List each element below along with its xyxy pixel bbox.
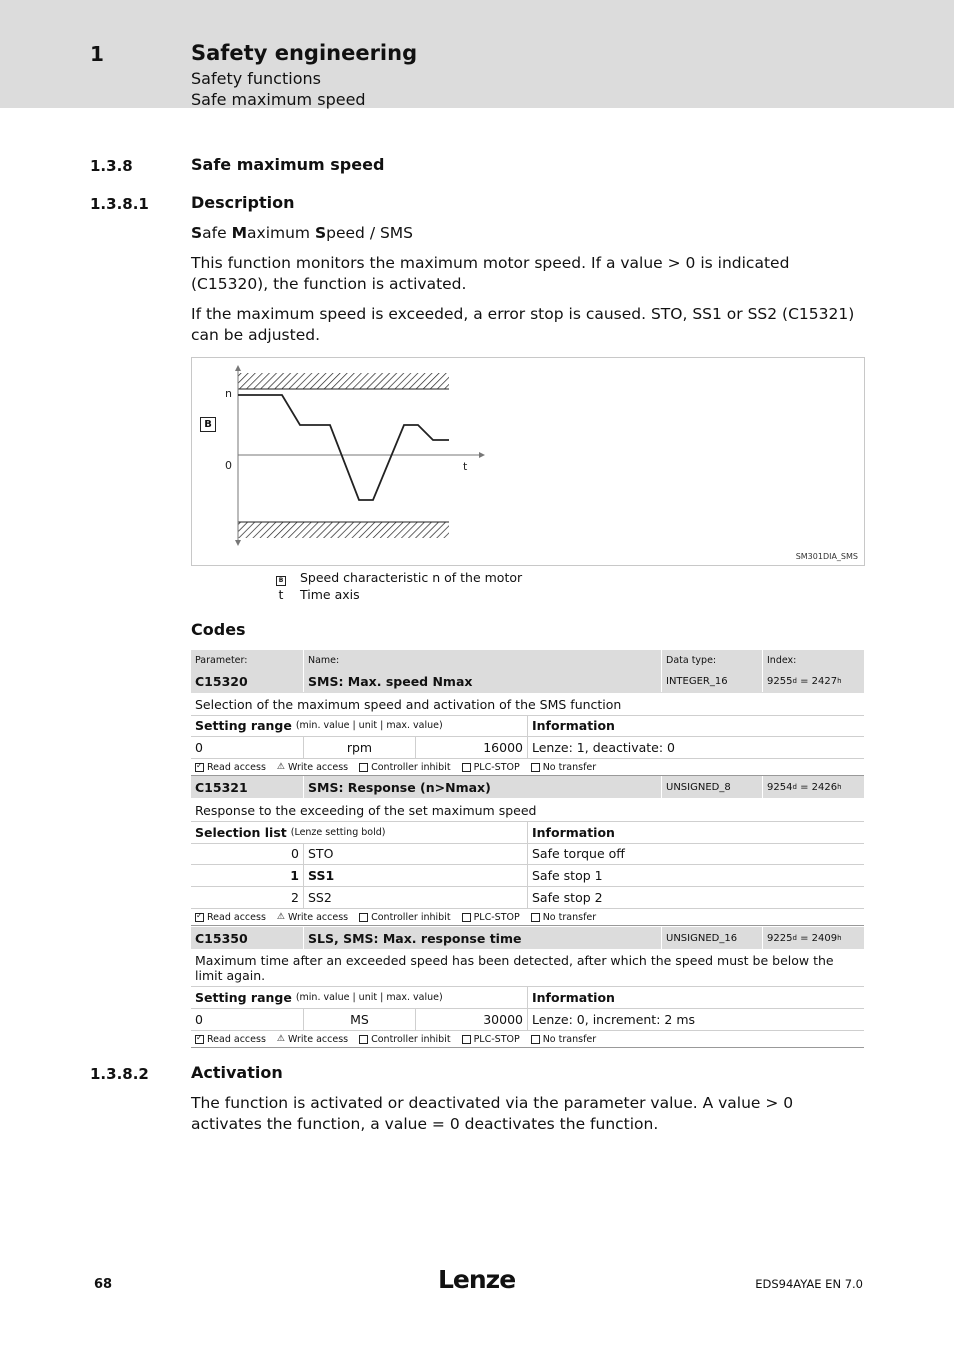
setting-range-label: Setting range (min. value | unit | max. value) xyxy=(195,990,443,1005)
acronym-s: S xyxy=(191,224,203,242)
speed-curve xyxy=(238,395,449,500)
description-number: 1.3.8.1 xyxy=(90,195,149,213)
acronym-m: M xyxy=(231,224,248,242)
legend-text-t: Time axis xyxy=(300,587,360,602)
access-row: ✓ Read access ⚠ Write access Controller inhibit PLC-STOP No transfer xyxy=(191,1031,864,1048)
write-access-warning-icon: ⚠ xyxy=(276,1034,285,1044)
setting-range-header xyxy=(191,715,864,737)
page-number: 68 xyxy=(94,1277,113,1292)
min-value: 0 xyxy=(195,1012,203,1027)
write-access-warning-icon: ⚠ xyxy=(276,762,285,772)
data-type: UNSIGNED_16 xyxy=(661,927,762,949)
index-header: Index: xyxy=(762,650,864,670)
acronym-rest-2: aximum xyxy=(247,224,315,242)
description-paragraph-1: This function monitors the maximum motor speed. If a value > 0 is indicated (C15320), the function is activated. xyxy=(191,254,790,293)
legend-key-t: t xyxy=(278,587,284,602)
code-name: SLS, SMS: Max. response time xyxy=(303,927,661,949)
information-label: Information xyxy=(527,715,864,736)
section-number: 1.3.8 xyxy=(90,157,133,175)
access-row: ✓ Read access ⚠ Write access Controller inhibit PLC-STOP No transfer xyxy=(191,759,864,776)
legend-text-b: Speed characteristic n of the motor xyxy=(300,570,523,585)
chapter-title: Safety engineering xyxy=(191,41,418,65)
setting-range-row xyxy=(191,1009,864,1031)
write-access-warning-icon: ⚠ xyxy=(276,912,285,922)
controller-inhibit-checkbox-icon xyxy=(359,913,368,922)
unit: MS xyxy=(303,1009,415,1030)
chapter-number: 1 xyxy=(90,42,104,66)
selection-list-header xyxy=(191,822,864,844)
x-axis-label: t xyxy=(463,460,468,473)
header-subtitle-2: Safe maximum speed xyxy=(191,90,366,109)
figure-id: SM301DIA_SMS xyxy=(795,552,858,561)
controller-inhibit-checkbox-icon xyxy=(359,763,368,772)
code-description-row xyxy=(191,950,864,987)
table-header-row xyxy=(191,650,864,693)
index-value: 9225 d = 2409 h xyxy=(762,927,864,949)
controller-inhibit-checkbox-icon xyxy=(359,1035,368,1044)
y-axis-label: n xyxy=(225,387,232,400)
setting-range-row xyxy=(191,737,864,759)
header-subtitle-1: Safety functions xyxy=(191,69,321,88)
code-header-row xyxy=(191,927,864,949)
max-value: 30000 xyxy=(415,1009,527,1030)
dtype-header: Data type: xyxy=(661,650,762,670)
codes-title: Codes xyxy=(191,620,246,639)
access-row: ✓ Read access ⚠ Write access Controller inhibit PLC-STOP No transfer xyxy=(191,909,864,926)
section-title: Safe maximum speed xyxy=(191,155,385,174)
figure-key-b: B xyxy=(200,417,216,432)
setting-range-header xyxy=(191,987,864,1009)
acronym-rest-3: peed / SMS xyxy=(326,224,414,242)
read-access-checkbox-icon xyxy=(195,913,204,922)
range-info: Lenze: 1, deactivate: 0 xyxy=(527,737,864,758)
no-transfer-checkbox-icon xyxy=(531,763,540,772)
code-description: Selection of the maximum speed and activation of the SMS function xyxy=(195,696,622,712)
code-description-row xyxy=(191,693,864,716)
min-value: 0 xyxy=(195,740,203,755)
code-c15350: C15350 xyxy=(195,930,248,946)
code-name: SMS: Response (n>Nmax) xyxy=(303,776,661,798)
index-value: 9255 d = 2427 h xyxy=(762,670,864,692)
code-c15320: C15320 xyxy=(195,673,248,689)
code-name: SMS: Max. speed Nmax xyxy=(303,670,661,692)
list-item: 1 SS1 Safe stop 1 xyxy=(191,865,864,887)
plc-stop-checkbox-icon xyxy=(462,763,471,772)
description-title: Description xyxy=(191,193,295,212)
name-header: Name: xyxy=(303,650,661,670)
selection-list-label: Selection list (Lenze setting bold) xyxy=(195,825,386,840)
acronym-s2: S xyxy=(314,224,327,242)
no-transfer-checkbox-icon xyxy=(531,1035,540,1044)
max-value: 16000 xyxy=(415,737,527,758)
read-access-checkbox-icon xyxy=(195,1035,204,1044)
read-access-checkbox-icon xyxy=(195,763,204,772)
range-info: Lenze: 0, increment: 2 ms xyxy=(527,1009,864,1030)
code-description: Maximum time after an exceeded speed has been detected, after which the speed must be below the limit again. xyxy=(195,953,834,983)
legend-row xyxy=(274,587,574,603)
plc-stop-checkbox-icon xyxy=(462,913,471,922)
speed-diagram-svg xyxy=(192,358,864,565)
param-header: Parameter: xyxy=(195,654,248,666)
activation-title: Activation xyxy=(191,1063,283,1082)
activation-paragraph: The function is activated or deactivated via the parameter value. A value > 0 activates the function, a value = 0 deactivates the function. xyxy=(191,1094,794,1133)
lenze-logo: Lenze xyxy=(438,1265,516,1294)
speed-diagram xyxy=(191,357,865,566)
activation-number: 1.3.8.2 xyxy=(90,1065,149,1083)
code-description-row xyxy=(191,799,864,822)
origin-label: 0 xyxy=(225,459,232,472)
unit: rpm xyxy=(303,737,415,758)
acronym-rest-1: afe xyxy=(202,224,232,242)
page-header xyxy=(0,0,954,108)
data-type: INTEGER_16 xyxy=(661,670,762,692)
lower-limit-band xyxy=(238,522,449,538)
index-value: 9254 d = 2426 h xyxy=(762,776,864,798)
list-item: 0 STO Safe torque off xyxy=(191,843,864,865)
code-description: Response to the exceeding of the set maximum speed xyxy=(195,802,537,818)
code-c15321: C15321 xyxy=(195,779,248,795)
plc-stop-checkbox-icon xyxy=(462,1035,471,1044)
codes-table xyxy=(191,650,864,1050)
no-transfer-checkbox-icon xyxy=(531,913,540,922)
legend-key-b: B xyxy=(274,570,288,586)
document-id: EDS94AYAE EN 7.0 xyxy=(755,1277,863,1291)
description-paragraph-2: If the maximum speed is exceeded, a error stop is caused. STO, SS1 or SS2 (C15321) can be adjusted. xyxy=(191,305,855,344)
data-type: UNSIGNED_8 xyxy=(661,776,762,798)
list-item: 2 SS2 Safe stop 2 xyxy=(191,887,864,909)
information-label: Information xyxy=(527,987,864,1008)
setting-range-label: Setting range (min. value | unit | max. value) xyxy=(195,718,443,733)
upper-limit-band xyxy=(238,373,449,389)
information-label: Information xyxy=(527,822,864,843)
legend-row xyxy=(274,570,574,586)
acronym-line xyxy=(191,223,866,244)
code-header-row xyxy=(191,776,864,798)
